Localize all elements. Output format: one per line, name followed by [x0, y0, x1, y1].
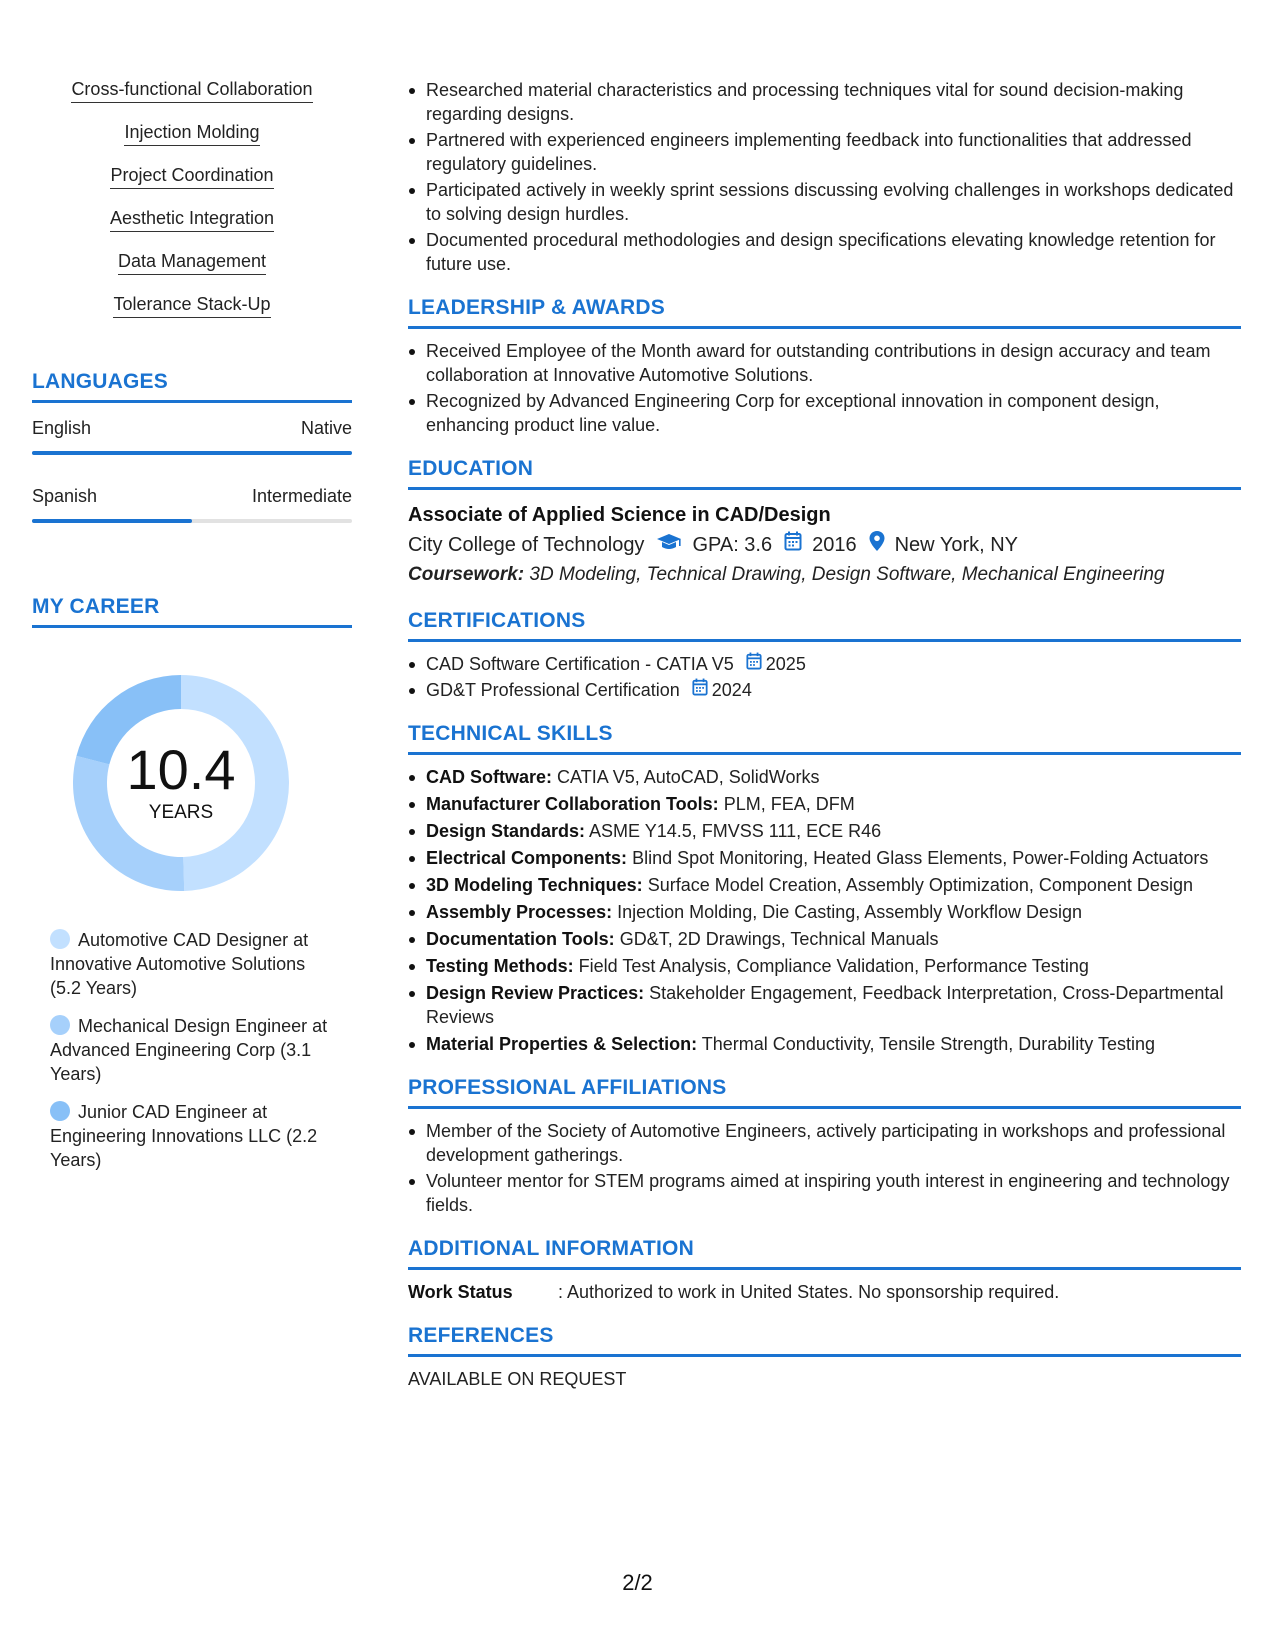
skill-label: Assembly Processes: [426, 902, 613, 922]
references-title: REFERENCES [408, 1324, 1241, 1357]
skill-tag: Injection Molding [124, 121, 259, 146]
leadership-bullet: Received Employee of the Month award for outstanding contributions in design accuracy and team collaboration at Innovative Automotive Solutions. [408, 339, 1241, 387]
affiliation-item: Member of the Society of Automotive Engineers, actively participating in workshops and professional development gatherings. [408, 1119, 1241, 1167]
skill-value: Thermal Conductivity, Tensile Strength, Durability Testing [701, 1034, 1155, 1054]
skill-label: Electrical Components: [426, 848, 628, 868]
language-proficiency-bar [32, 451, 352, 455]
technical-skill-item [408, 927, 1241, 951]
skill-value: GD&T, 2D Drawings, Technical Manuals [619, 929, 939, 949]
technical-skill-item [408, 1032, 1241, 1056]
skill-value: Surface Model Creation, Assembly Optimization, Component Design [647, 875, 1193, 895]
calendar-icon [692, 678, 708, 702]
language-proficiency-fill [32, 519, 192, 523]
leadership-bullets [408, 339, 1241, 437]
leadership-bullet: Recognized by Advanced Engineering Corp for exceptional innovation in component design, enhancing product line value. [408, 389, 1241, 437]
language-proficiency-fill [32, 451, 352, 455]
affiliations-list [408, 1119, 1241, 1217]
calendar-icon [746, 652, 762, 676]
education-school: City College of Technology [408, 534, 645, 556]
references-text: AVAILABLE ON REQUEST [408, 1369, 627, 1389]
calendar-icon [784, 531, 802, 559]
left-column [32, 78, 352, 1186]
skill-tag: Aesthetic Integration [110, 207, 274, 232]
language-name: English [32, 418, 92, 438]
technical-skill-item [408, 873, 1241, 897]
skill-label: Design Review Practices: [426, 983, 645, 1003]
certification-name: GD&T Professional Certification [426, 680, 680, 700]
work-status-row [408, 1280, 1241, 1304]
language-proficiency-bar [32, 519, 352, 523]
coursework-label: Coursework: [408, 564, 525, 585]
affiliation-item: Volunteer mentor for STEM programs aimed at inspiring youth interest in engineering and technology fields. [408, 1169, 1241, 1217]
technical-skills-title: TECHNICAL SKILLS [408, 722, 1241, 755]
legend-dot [50, 929, 70, 949]
skill-value: PLM, FEA, DFM [723, 794, 855, 814]
coursework-list: 3D Modeling, Technical Drawing, Design Software, Mechanical Engineering [529, 564, 1165, 585]
language-level: Intermediate [251, 486, 352, 506]
technical-skill-item [408, 981, 1241, 1029]
skill-value: Field Test Analysis, Compliance Validation, Performance Testing [578, 956, 1089, 976]
career-title: MY CAREER [32, 595, 352, 628]
career-legend-text: Automotive CAD Designer at Innovative Automotive Solutions (5.2 Years) [50, 930, 309, 998]
skill-label: Manufacturer Collaboration Tools: [426, 794, 719, 814]
skill-value: ASME Y14.5, FMVSS 111, ECE R46 [589, 821, 882, 841]
languages-title: LANGUAGES [32, 370, 352, 403]
page-number: 2/2 [622, 1570, 653, 1595]
language-name: Spanish [32, 486, 98, 506]
career-legend-item [50, 1014, 340, 1086]
career-donut-chart [66, 668, 296, 898]
certifications-title: CERTIFICATIONS [408, 609, 1241, 642]
skill-tag: Tolerance Stack-Up [113, 293, 270, 318]
career-legend [32, 928, 352, 1172]
technical-skill-item [408, 900, 1241, 924]
education-location: New York, NY [894, 534, 1018, 556]
skill-value: Injection Molding, Die Casting, Assembly Workflow Design [617, 902, 1082, 922]
education-title: EDUCATION [408, 457, 1241, 490]
technical-skill-item [408, 846, 1241, 870]
legend-dot [50, 1015, 70, 1035]
certification-year: 2025 [765, 654, 806, 674]
location-pin-icon [869, 531, 885, 559]
experience-bullet: Participated actively in weekly sprint sessions discussing evolving challenges in workshops dedicated to solving design hurdles. [408, 178, 1241, 226]
skill-label: 3D Modeling Techniques: [426, 875, 643, 895]
experience-bullet: Researched material characteristics and processing techniques vital for sound decision-making regarding designs. [408, 78, 1241, 126]
work-status-label: Work Status [408, 1282, 513, 1302]
certification-year: 2024 [711, 680, 752, 700]
graduation-cap-icon [656, 531, 682, 559]
certifications-list [408, 652, 1241, 702]
experience-bullet: Documented procedural methodologies and design specifications elevating knowledge retention for future use. [408, 228, 1241, 276]
right-column [408, 78, 1241, 1390]
legend-dot [50, 1101, 70, 1121]
work-status-value: : Authorized to work in United States. No sponsorship required. [558, 1282, 1060, 1302]
career-total: 10.4 [126, 738, 236, 801]
certification-item [408, 678, 1241, 702]
career-legend-item [50, 1100, 340, 1172]
skill-label: Testing Methods: [426, 956, 574, 976]
career-legend-item [50, 928, 340, 1000]
certification-name: CAD Software Certification - CATIA V5 [426, 654, 734, 674]
leadership-title: LEADERSHIP & AWARDS [408, 296, 1241, 329]
technical-skill-item [408, 954, 1241, 978]
affiliations-title: PROFESSIONAL AFFILIATIONS [408, 1076, 1241, 1109]
skill-label: Design Standards: [426, 821, 586, 841]
education-gpa: GPA: 3.6 [692, 534, 773, 556]
technical-skill-item [408, 792, 1241, 816]
language-level: Native [300, 418, 352, 438]
skill-tag: Data Management [118, 250, 266, 275]
skill-label: Documentation Tools: [426, 929, 615, 949]
education-degree: Associate of Applied Science in CAD/Design [408, 504, 831, 526]
skill-value: Stakeholder Engagement, Feedback Interpretation, Cross-Departmental Reviews [426, 983, 1224, 1027]
technical-skill-item [408, 819, 1241, 843]
skill-value: Blind Spot Monitoring, Heated Glass Elements, Power-Folding Actuators [632, 848, 1209, 868]
technical-skill-item [408, 765, 1241, 789]
career-legend-text: Junior CAD Engineer at Engineering Innovations LLC (2.2 Years) [50, 1102, 318, 1170]
skill-label: CAD Software: [426, 767, 553, 787]
experience-bullet: Partnered with experienced engineers implementing feedback into functionalities that addressed regulatory guidelines. [408, 128, 1241, 176]
skill-tag: Cross-functional Collaboration [71, 78, 312, 103]
education-coursework [408, 561, 1241, 589]
language-item [32, 417, 352, 455]
education-year: 2016 [812, 534, 857, 556]
skills-list [32, 78, 352, 336]
education-details [408, 531, 1241, 559]
language-item [32, 485, 352, 523]
certification-item [408, 652, 1241, 676]
skill-value: CATIA V5, AutoCAD, SolidWorks [557, 767, 820, 787]
career-legend-text: Mechanical Design Engineer at Advanced Engineering Corp (3.1 Years) [50, 1016, 328, 1084]
skill-tag: Project Coordination [110, 164, 273, 189]
career-unit: YEARS [148, 802, 214, 823]
skill-label: Material Properties & Selection: [426, 1034, 698, 1054]
experience-bullets [408, 78, 1241, 276]
technical-skills-list [408, 765, 1241, 1056]
additional-info-title: ADDITIONAL INFORMATION [408, 1237, 1241, 1270]
